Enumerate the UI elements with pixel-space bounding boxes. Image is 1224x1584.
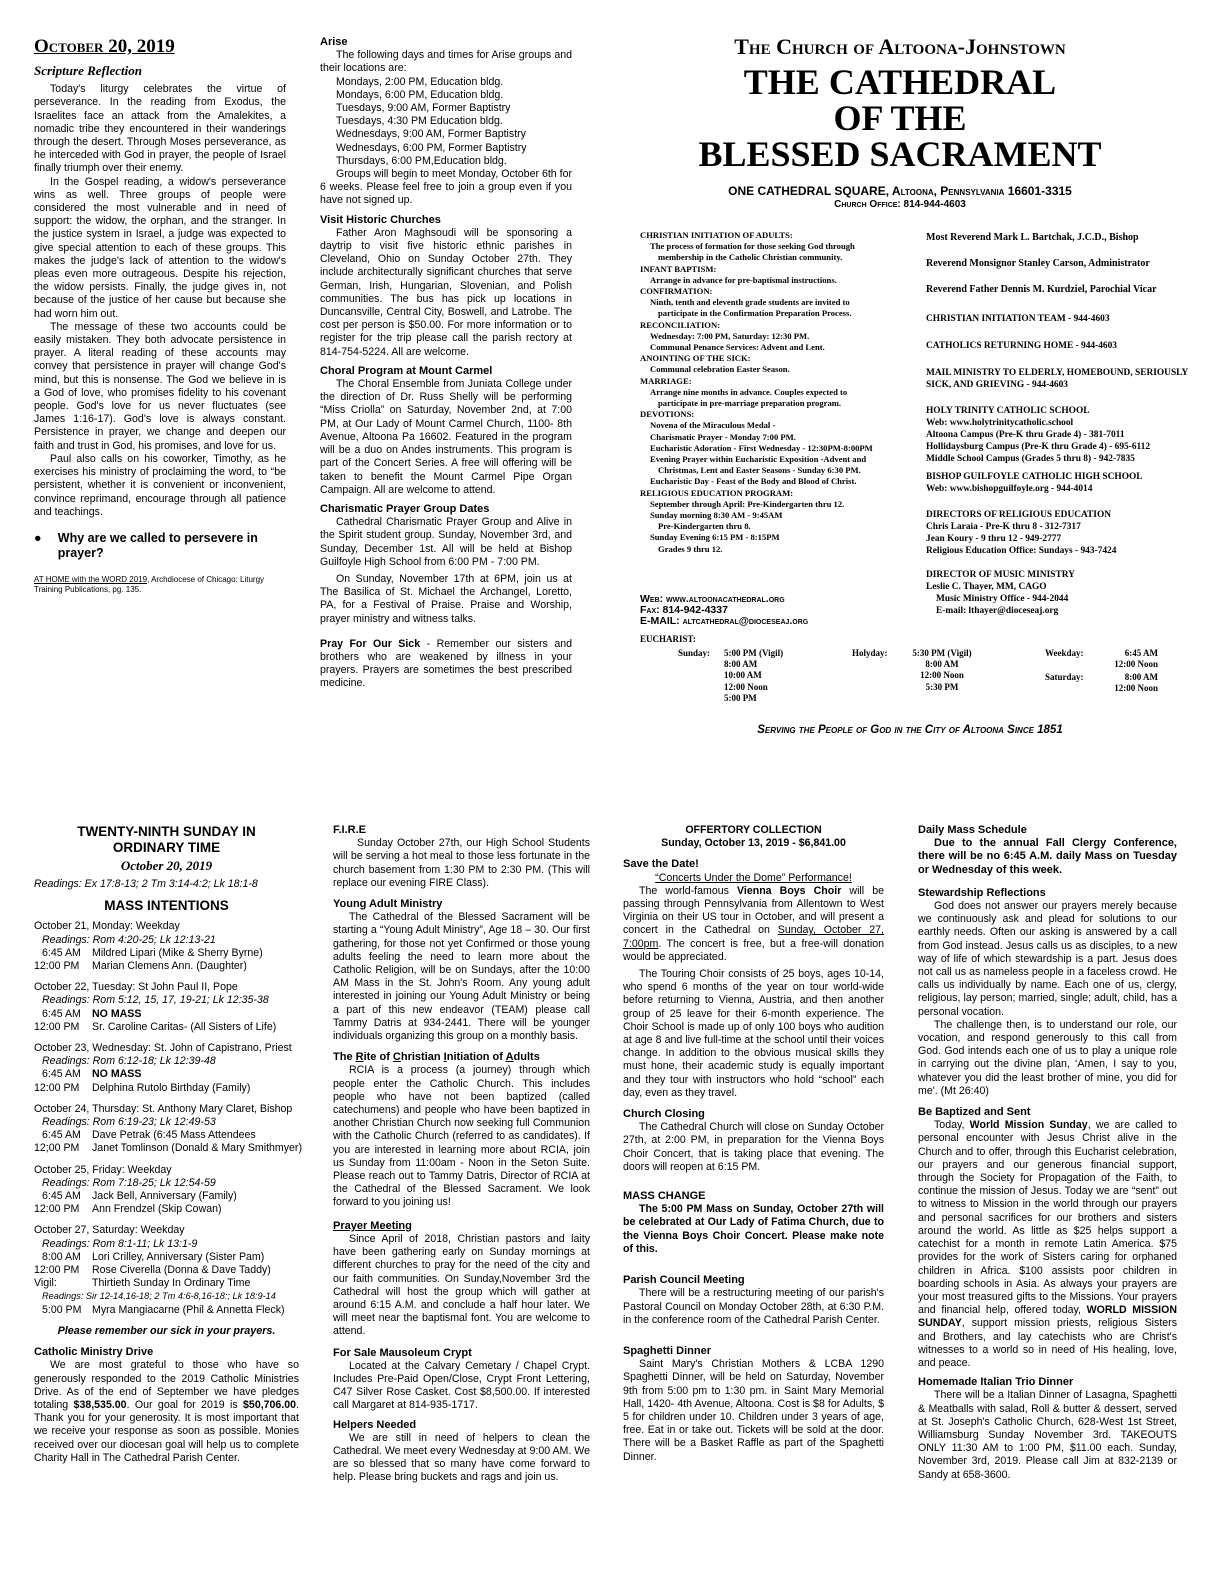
mass-day (34, 1224, 299, 1290)
arise-item: Thursdays, 6:00 PM,Education bldg. (336, 154, 507, 167)
mass-time: 8:00 AM (1124, 672, 1158, 682)
mass-intentions-column (34, 824, 302, 1465)
arise-item: Tuesdays, 9:00 AM, Former Baptistry (336, 102, 511, 115)
directory-line: Chris Laraia - Pre-K thru 8 - 312-7317 (926, 522, 1081, 532)
baptized-sent-title: Be Baptized and Sent (918, 1106, 1031, 1119)
announcements-column-top (320, 36, 572, 691)
service-line: CONFIRMATION: (640, 286, 713, 297)
spaghetti-title: Spaghetti Dinner (623, 1344, 712, 1357)
vigil-intention: 5:00 PM Myra Mangiacarne (Phil & Annetta Fleck) (42, 1303, 285, 1316)
source-citation: AT HOME with the WORD 2019, Archdiocese of Chicago: Liturgy Training Publications, pg. 135. (34, 574, 265, 594)
mass-time: Vigil: (34, 1277, 57, 1290)
rcia-text: RCIA is a process (a journey) through which people enter the Catholic Church. This includes people who have not been baptized (called catechumens) and people who have been baptized in another Christian Church now seeking full Communion with the Catholic Church (referred to as candidates). If you are interested in learning more about RCIA, join us Sunday from 11:00am - Noon in the Seton Suite. Please reach out to Tammy Datris, Director of RCIA at the Cathedral of the Blessed Sacrament. We look forward to you joining us! (333, 1064, 590, 1209)
service-line: Communal celebration Easter Season. (650, 364, 790, 375)
arise-item: Wednesdays, 6:00 PM, Former Baptistry (336, 141, 527, 154)
service-line: participate in the Confirmation Preparation Process. (658, 308, 852, 319)
scripture-paragraph: Paul also calls on his coworker, Timothy, as he exercises his ministry of proclaiming the word, to “be persistent, whether it is convenient or inconvenient, convince reprimand, encourage through all patience and teachings. (34, 452, 286, 518)
service-line: Sunday Evening 6:15 PM - 8:15PM (650, 532, 780, 543)
scripture-paragraph: In the Gospel reading, a widow's perseverance wins as well. Three groups of people were considered the most vulnerable and in need of support: the widow, the orphan, and the stranger. In the justice system in Israel, a judge was expected to give special attention to each of these groups. This makes the judge's lack of attention to the widow's pleas even more outrageous. Despite his rejection, the widow persists. Finally, the judge gives in, not because of the justice of her cause but because she had worn him out. (34, 175, 286, 320)
table-row (34, 960, 299, 973)
mass-time: 6:45 AM (42, 1129, 81, 1142)
email-link[interactable]: E-MAIL: altcathedral@dioceseaj.org (640, 615, 809, 627)
charismatic-title: Charismatic Prayer Group Dates (320, 502, 490, 515)
table-row (34, 1190, 299, 1203)
crypt-text: Located at the Calvary Cemetary / Chapel Crypt. Includes Pre-Paid Open/Close, Crypt Front Lettering, C47 Silver Rose Casket. Cost $8,500.00. If interested call Margaret at 814-935-1717. (333, 1359, 590, 1412)
directory-line: Leslie C. Thayer, MM, CAGO (926, 582, 1047, 592)
italian-dinner-text: There will be a Italian Dinner of Lasagna, Spaghetti & Meatballs with salad, Roll & butter & dessert, served at St. Joseph's Catholic Church, 628-West 1st Street, Williamsburg Sunday November 3rd. TAKEOUTS ONLY 11:30 AM to 1:00 PM, $11.00 each. Sunday, November 3rd, 2019. Please call Jim at 832-2139 or Sandy at 658-3600. (918, 1389, 1177, 1481)
arise-item: Mondays, 6:00 PM, Education bldg. (336, 88, 504, 101)
charismatic-text-1: Cathedral Charismatic Prayer Group and Alive in the Spirit student group. Sunday, November 3rd, and Sunday, December 1st. All will be held at Bishop Guilfoyle High School from 6:00 PM - 7:00 PM. (320, 516, 572, 568)
service-line: Eucharistic Day - Feast of the Body and Blood of Christ. (650, 476, 857, 487)
service-line: Eucharistic Adoration - First Wednesday - 12:30PM-8:00PM (650, 442, 873, 453)
helpers-text: We are still in need of helpers to clean the Cathedral. We meet every Wednesday at 9:00 AM. We are so blessed that so many have come forward to help. Please bring buckets and rags and join us. (333, 1431, 590, 1484)
baptized-sent-text: Today, World Mission Sunday, we are called to personal encounter with Jesus Christ alive in the Church and to offer, through this Eucharist celebration, our prayers and our generous financial support, through the Society for Propagation of the Faith, to continue the mission of Jesus. Today we are “sent” out to witness to Mission in the world through our prayers and personal sacrifices for our brothers and sisters around the world. As little as $25 helps support a catechist for a month in remote Latin America. $75 provides for the work of Sisters caring for orphaned children in Africa. $100 assists poor children in boarding schools in Asia. As always your prayers are your most treasured gifts to the Missions. Your prayers and financial help, offered today, WORLD MISSION SUNDAY, support mission priests, religious Sisters and Brothers, and lay catechists who are Christ's witnesses to a world so in need of His healing, love, and peace. (918, 1119, 1177, 1369)
mass-time: 8:00 AM (925, 659, 959, 670)
announcements-column-3 (623, 824, 884, 1464)
mass-time: 12:00 PM (34, 1020, 80, 1033)
mass-day (34, 1042, 299, 1095)
service-line: MARRIAGE: (640, 375, 692, 386)
choral-text: The Choral Ensemble from Juniata College under the direction of Dr. Russ Shelly will be performing “Miss Criolla” on Saturday, November 2nd, at 7:00 PM, at Our Lady of Mount Carmel Church, 1100- 8th Avenue, Altoona Pa 16602. Featured in the program will be a duo on Andes instruments. This program is part of the Concert Series. A free will offering will be taken to benefit the Mount Carmel Pipe Organ Campaign. All are welcome to attend. (320, 378, 572, 496)
table-row (34, 1008, 299, 1021)
church-closing-text: The Cathedral Church will close on Sunday October 27th, at 2:00 PM, in preparation for the Vienna Boys Choir Concert, that is taking place that evening. The doors will reopen at 6:15 PM. (623, 1121, 884, 1173)
service-line: RECONCILIATION: (640, 319, 721, 330)
mass-intention: Delphina Rutolo Birthday (Family) (92, 1081, 251, 1094)
scripture-paragraph: The message of these two accounts could be easily mistaken. They both advocate persistence in prayer. A literal reading of these accounts may convey that persistence in prayer will change God's mind, but this is nonsense. The God we believe in is a God of love, who promises fidelity to his covenant people. God's love for us never fluctuates (see James 1:16-17). God's love is always constant. Persistence in prayer, we change and deepen our faith and trust in God, his promises, and love for us. (34, 320, 286, 452)
sunday-readings: Readings: Ex 17:8-13; 2 Tm 3:14-4:2; Lk 18:1-8 (34, 878, 258, 890)
mass-time: 5:00 PM (Vigil) (724, 648, 784, 658)
historic-title: Visit Historic Churches (320, 213, 441, 226)
table-row (34, 1277, 299, 1290)
mass-day-title: October 24, Thursday: St. Anthony Mary Claret, Bishop (34, 1102, 293, 1115)
mass-intention: Jack Bell, Anniversary (Family) (92, 1190, 237, 1203)
arise-title: Arise (320, 36, 348, 48)
young-adult-text: The Cathedral of the Blessed Sacrament will be starting a “Young Adult Ministry”, Age 18 – 30. Our first gathering, for those not yet Confirmed or those young adults feeling the need to learn more about the Catholic Religion, will be on Sundays, after the 10:00 AM Mass in the St. John's Room. Any young adult interested in joining our Young Adult Ministry or being a part of this new endeavor (TEAM) please call Tammy Datris at 934-2441. There will be younger individuals organizing this group on a monthly basis. (333, 911, 590, 1043)
directory-line: Hollidaysburg Campus (Pre-K thru Grade 4) - 695-6112 (926, 442, 1151, 452)
reflection-question: ● Why are we called to persevere in prayer? (34, 530, 258, 560)
arise-intro: The following days and times for Arise groups and their locations are: (320, 49, 572, 75)
offertory-title: OFFERTORY COLLECTION (685, 824, 822, 836)
mass-time: 12:00 Noon (1114, 659, 1158, 670)
arise-item: Mondays, 2:00 PM, Education bldg. (336, 75, 504, 88)
drive-title: Catholic Ministry Drive (34, 1346, 154, 1359)
mass-intention: Ann Frendzel (Skip Cowan) (92, 1203, 222, 1216)
mass-day-title: October 25, Friday: Weekday (34, 1163, 172, 1176)
pray-for-sick: Pray For Our Sick - Remember our sisters and brothers who are weakened by illness in your prayers. Prayers are sometimes the best prescribed medicine. (320, 637, 572, 690)
choral-title: Choral Program at Mount Carmel (320, 364, 493, 377)
source-link[interactable]: AT HOME with the WORD 2019 (34, 574, 148, 584)
arise-outro: Groups will begin to meet Monday, October 6th for 6 weeks. Please feel free to join a group even if you have not signed up. (320, 168, 572, 207)
helpers-title: Helpers Needed (333, 1418, 417, 1431)
service-line: Ninth, tenth and eleventh grade students are invited to (650, 297, 850, 308)
mass-day-title: October 27, Saturday: Weekday (34, 1224, 185, 1237)
service-line: CHRISTIAN INITIATION OF ADULTS: (640, 230, 793, 240)
arise-item: Tuesdays, 4:30 PM Education bldg. (336, 115, 503, 128)
mass-day (34, 981, 299, 1034)
sunday-times (724, 648, 783, 704)
mass-day-readings: Readings: Rom 5:12, 15, 17, 19-21; Lk 12:35-38 (42, 994, 269, 1007)
saturday-times (1098, 672, 1158, 694)
charismatic-text-2: On Sunday, November 17th at 6PM, join us at The Basilica of St. Michael the Archangel, Loretto, PA, for a Festival of Praise. Praise and Worship, prayer ministry and witness talks. (320, 572, 572, 625)
save-date-text-1: The world-famous Vienna Boys Choir will be passing through Pennsylvania from Allentown to West Virginia on their US tour in October, and will present a concert in the Cathedral on Sunday, October 27, 7:00pm. The concert is free, but a free-will donation would be appreciated. (623, 884, 885, 963)
announcements-column-2 (333, 824, 590, 1485)
mass-day (34, 920, 299, 973)
tagline: Serving the People of God in the City of Altoona Since 1851 (757, 724, 1063, 736)
mass-intention: Sr. Caroline Caritas- (All Sisters of Life) (92, 1020, 277, 1033)
service-line: Sunday morning 8:30 AM - 9:45AM (650, 510, 783, 521)
parish-council-title: Parish Council Meeting (623, 1274, 745, 1287)
mass-time: 12:00 PM (34, 960, 80, 973)
school-lines (926, 417, 1190, 465)
mass-intention: Rose Civerella (Donna & Dave Taddy) (92, 1264, 271, 1277)
arise-item: Wednesdays, 9:00 AM, Former Baptistry (336, 128, 526, 141)
mass-day (34, 1102, 302, 1156)
offertory-amount: Sunday, October 13, 2019 - $6,841.00 (661, 837, 846, 850)
service-line: The process of formation for those seeking God through (650, 241, 855, 252)
mass-intention: Thirtieth Sunday In Ordinary Time (92, 1277, 251, 1290)
music-lines (926, 581, 1190, 617)
church-name: The Church of Altoona-Johnstown (734, 34, 1066, 59)
mass-day-title: October 23, Wednesday: St. John of Capistrano, Priest (34, 1042, 292, 1055)
mass-time: 6:45 AM (42, 1068, 81, 1081)
arise-list (320, 76, 572, 168)
mass-time: 5:30 PM (925, 681, 959, 692)
service-line: September through April: Pre-Kindergarten thru 12. (650, 498, 845, 509)
stewardship-title: Stewardship Reflections (918, 886, 1046, 899)
spaghetti-text: Saint Mary's Christian Mothers & LCBA 1290 Spaghetti Dinner, will be held on Saturday, November 9th from 5:00 pm to 1:30 pm. in Saint Mary Memorial Hall, 1420- 4th Avenue, Altoona. Cost is $8 for Adults, $ 5 for children under 10. Children under 3 years of age, free. Eat in or take out. Tickets will be sold at the door. There will be a Basket Raffle as part of the Spaghetti Dinner. (623, 1358, 884, 1463)
staff-directory: Most Reverend Mark L. Bartchak, J.C.D., Bishop Reverend Monsignor Stanley Carson, Administrator Reverend Father Dennis M. Kurdziel, Parochial Vicar CHRISTIAN INITIATION TEAM - 944-4603 CATHOLICS RETURNING HOME - 944-4603 MAIL MINISTRY TO ELDERLY, HOMEBOUND, SERIOUSLY SICK, AND GRIEVING - 944-4603 HOLY TRINITY CATHOLIC SCHOOL Web: www.holytrinitycatholic.school Altoona Campus (Pre-K thru Grade 4) - 381-7011 Hollidaysburg Campus (Pre-K thru Grade 4) - 695-6112 Middle School Campus (Grades 5 thru 8) - 942-7835 BISHOP GUILFOYLE CATHOLIC HIGH SCHOOL Web: www.bishopguilfoyle.org - 944-4014 DIRECTORS OF RELIGIOUS EDUCATION Chris Laraia - Pre-K thru 8 - 312-7317 Jean Koury - 9 thru 12 - 949-2777 Religious Education Office: Sundays - 943-7424 DIRECTOR OF MUSIC MINISTRY Leslie C. Thayer, MM, CAGO Music Ministry Office - 944-2044 E-mail: lthayer@dioceseaj.org (926, 232, 1190, 617)
mass-day-readings: Readings: Rom 8:1-11; Lk 13:1-9 (42, 1237, 198, 1250)
mass-time: 12:00 Noon (920, 670, 964, 681)
service-line: membership in the Catholic Christian community. (658, 252, 843, 263)
mass-time: 10:00 AM (724, 670, 762, 681)
stewardship-text-1: God does not answer our prayers merely because we continuously ask and plead for solutions to our earthly needs. Often our asking is answered by a call from God instead. Jesus calls us as disciples, to a new way of life of which stewardship is a part. Jesus does not call us as nameless people in a faceless crowd. He calls us individually by name. Each one of us, clergy, religious, lay person; married, single; adult, child, has a personal vocation. (918, 900, 1177, 1018)
church-address: ONE CATHEDRAL SQUARE, Altoona, Pennsylvania 16601-3315 (728, 184, 1072, 198)
directory-line: Music Ministry Office - 944-2044 (936, 594, 1069, 604)
mass-intentions-list (34, 920, 302, 1290)
bullet-icon: ● (34, 530, 42, 545)
table-row (34, 947, 299, 960)
mass-time: 8:00 AM (42, 1250, 81, 1263)
rcia-title: The Rite of Christian Initiation of Adults (333, 1051, 540, 1064)
service-line: Grades 9 thru 12. (658, 543, 723, 554)
scripture-text (34, 83, 286, 519)
mass-intention: Lori Crilley, Anniversary (Sister Pam) (92, 1250, 265, 1263)
bulletin-date: October 20, 2019 (34, 36, 175, 57)
directory-line: Religious Education Office: Sundays - 943-7424 (926, 546, 1117, 556)
service-line: Pre-Kindergarten thru 8. (658, 521, 751, 532)
mass-time: 12:00 PM (34, 1264, 80, 1277)
service-line: participate in pre-marriage preparation program. (658, 398, 842, 409)
save-date-title: Save the Date! (623, 858, 699, 871)
service-line: Wednesday: 7:00 PM, Saturday: 12:30 PM. (650, 330, 810, 341)
service-line: INFANT BAPTISM: (640, 263, 717, 274)
services-list (640, 230, 910, 555)
bishop-guilfoyle-web[interactable]: Web: www.bishopguilfoyle.org - 944-4014 (926, 484, 1093, 494)
service-line: Novena of the Miraculous Medal - (650, 420, 776, 431)
mass-time: 6:45 AM (1124, 648, 1158, 658)
historic-text: Father Aron Maghsoudi will be sponsoring a daytrip to visit five historic ethnic parishes in Cleveland, Ohio on Sunday October 27th. They include architecturally significant churches that serve German, Irish, Hungarian, Slovenian, and Polish communities. The bus has pick up locations in Duncansville, Central City, Boswell, and Latrobe. The cost per person is $50.00. For more information or to register for the trip please call the parish rectory at 814-754-5224. All are welcome. (320, 226, 572, 358)
mass-time: 12:00 Noon (1114, 683, 1158, 694)
save-date-text-2: The Touring Choir consists of 25 boys, ages 10-14, who spend 6 months of the year on tour world-wide before returning to Vienna, Austria, and then another group of 25 leave for their 6-month experience. The Choir School is made up of only 100 boys who audition at age 8 and live full-time at the school until their voices change. In addition to the obvious musical skills they must hone, their academic study is equally important and they tour with instructors who hold “school” each day, even as they travel. (623, 968, 884, 1099)
mass-day (34, 1164, 299, 1217)
cathedral-title: THE CATHEDRAL OF THE BLESSED SACRAMENT (698, 62, 1102, 174)
church-closing-title: Church Closing (623, 1108, 705, 1121)
mass-day-title: October 21, Monday: Weekday (34, 920, 180, 933)
dre-lines (926, 521, 1190, 557)
drive-text: We are most grateful to those who have so generously responded to the 2019 Catholic Ministries Drive. As of the end of September we have pledges totaling $38,535.00. Our goal for 2019 is $50,706.00. Thank you for your generosity. It is most important that we receive your response as soon as possible. Monies received over our diocesan goal will help us to complete Charity Hall in The Cathedral Parish Center. (34, 1359, 300, 1464)
table-row (34, 1129, 299, 1142)
directory-line: Middle School Campus (Grades 5 thru 8) - 942-7835 (926, 454, 1135, 464)
daily-mass-title: Daily Mass Schedule (918, 824, 1027, 836)
service-line: Arrange in advance for pre-baptismal instructions. (650, 274, 837, 285)
mass-intention: Janet Tomlinson (Donald & Mary Smithmyer) (92, 1142, 302, 1155)
mass-change-text: The 5:00 PM Mass on Sunday, October 27th will be celebrated at Our Lady of Fatima Church, due to the Vienna Boys Choir Concert. Please make note of this. (623, 1203, 884, 1255)
scripture-heading: Scripture Reflection (34, 63, 142, 78)
announcements-column-4 (918, 824, 1177, 1482)
service-line: DEVOTIONS: (640, 409, 695, 420)
fire-text: Sunday October 27th, our High School Students will be serving a hot meal to those less fortunate in the church basement from 1:30 PM to 2:30 PM. (This will replace our evening FIRE Class). (333, 837, 590, 889)
directory-line: E-mail: lthayer@dioceseaj.org (936, 606, 1059, 616)
mass-day-readings: Readings: Rom 6:12-18; Lk 12:39-48 (42, 1055, 216, 1068)
sunday-date: October 20, 2019 (120, 858, 213, 873)
prayer-meeting-title: Prayer Meeting (333, 1219, 412, 1232)
contact-block (640, 594, 808, 627)
mass-day-readings: Readings: Rom 6:19-23; Lk 12:49-53 (42, 1116, 216, 1129)
stewardship-text-2: The challenge then, is to understand our role, our vocation, and respond generously to this call from God. God intends each one of us to play a unique role in carrying out the divine plan, ‘Amen, I say to you, whatever you did the least brother of mine, you did for me'. (Mt 26:40) (918, 1018, 1177, 1097)
vigil-readings: Readings: Sir 12-14,16-18; 2 Tm 4:6-8,16-18:; Lk 18:9-14 (42, 1291, 276, 1302)
table-row (34, 1082, 299, 1095)
crypt-title: For Sale Mausoleum Crypt (333, 1346, 472, 1359)
fax-number: Fax: 814-942-4337 (640, 604, 728, 616)
fire-title: F.I.R.E (333, 824, 367, 836)
sunday-title: TWENTY-NINTH SUNDAY IN ORDINARY TIME (77, 824, 256, 855)
mass-time: 12:00 PM (34, 1203, 80, 1216)
scripture-column (34, 36, 286, 595)
mass-change-title: MASS CHANGE (623, 1190, 706, 1203)
mass-time: 5:30 PM (Vigil) (912, 648, 972, 658)
directory-line: Altoona Campus (Pre-K thru Grade 4) - 381-7011 (926, 430, 1125, 440)
table-row (34, 1203, 299, 1216)
mass-intention: Dave Petrak (6:45 Mass Attendees (92, 1129, 256, 1142)
eucharist-schedule: EUCHARIST: Sunday: 5:00 PM (Vigil) 8:00 AM 10:00 AM 12:00 Noon 5:00 PM Holyday: 5:30 PM (Vigil) 8:00 AM 12:00 Noon 5:30 PM Weekday: 6:45 AM 12:00 Noon Saturday: 8:00 AM 12:00 Noon (640, 634, 1158, 703)
mass-time: 5:00 PM (724, 692, 757, 703)
mass-time: 12:00 Noon (724, 681, 768, 692)
directory-line: Jean Koury - 9 thru 12 - 949-2777 (926, 534, 1062, 544)
sick-note: Please remember our sick in your prayers. (57, 1324, 276, 1337)
service-line: Charismatic Prayer - Monday 7:00 PM. (650, 431, 796, 442)
mass-time: 12:00 PM (34, 1081, 80, 1094)
italian-dinner-title: Homemade Italian Trio Dinner (918, 1376, 1074, 1389)
masthead (610, 34, 1190, 210)
service-line: Christmas, Lent and Easter Seasons - Sunday 6:30 PM. (658, 465, 861, 476)
service-line: RELIGIOUS EDUCATION PROGRAM: (640, 487, 794, 498)
young-adult-title: Young Adult Ministry (333, 898, 443, 911)
mass-time: 12;00 PM (34, 1142, 80, 1155)
mass-day-title: October 22, Tuesday: St John Paul II, Pope (34, 981, 238, 994)
service-line: Arrange nine months in advance. Couples expected to (650, 386, 848, 397)
mass-intention: Marian Clemens Ann. (Daughter) (92, 960, 247, 973)
mass-time: 6:45 AM (42, 1007, 81, 1020)
church-office-phone: Church Office: 814-944-4603 (834, 199, 966, 210)
mass-day-readings: Readings: Rom 4:20-25; Lk 12:13-21 (42, 933, 216, 946)
save-date-subtitle: “Concerts Under the Dome” Performance! (655, 871, 852, 884)
table-row (34, 1068, 299, 1081)
scripture-paragraph: Today's liturgy celebrates the virtue of perseverance. In the reading from Exodus, the Israelites face an attack from the Amalekites, a nomadic tribe they encountered in their wanderings through the desert. Through Moses perseverance, as he interceded with God in prayer, the people of Israel finally triumph over their enemy. (34, 83, 286, 175)
table-row (34, 1251, 299, 1264)
prayer-meeting-text: Since April of 2018, Christian pastors and laity have been gathering early on Sunday mornings at different churches to pray for the need of the city and our faith communities. On Sunday,November 3rd the Cathedral will host the group which will gather at around 6:15 A.M. and conclude a half hour later. We will meet near the baptismal font. You are welcome to attend. (333, 1232, 590, 1338)
service-line: Communal Penance Services: Advent and Lent. (650, 342, 825, 353)
parish-council-text: There will be a restructuring meeting of our parish's Pastoral Council on Monday October 28th, at 6:30 P.M. in the conference room of the Cathedral Parish Center. (623, 1287, 884, 1326)
mass-intentions-title: MASS INTENTIONS (104, 898, 229, 914)
mass-intention: Mildred Lipari (Mike & Sherry Byrne) (92, 946, 263, 959)
mass-intention: NO MASS (92, 1068, 142, 1081)
table-row (34, 1021, 299, 1034)
holyday-times (902, 648, 982, 693)
mass-time: 6:45 AM (42, 946, 81, 959)
mass-time: 6:45 AM (42, 1190, 81, 1203)
table-row (34, 1264, 299, 1277)
directory-line: Web: www.holytrinitycatholic.school (926, 418, 1074, 428)
service-line: ANOINTING OF THE SICK: (640, 353, 751, 364)
mass-day-readings: Readings: Rom 7:18-25; Lk 12:54-59 (42, 1176, 216, 1189)
weekday-times (1098, 648, 1158, 670)
service-line: Evening Prayer within Eucharistic Exposition -Advent and (650, 454, 867, 465)
website-link[interactable]: Web: www.altoonacathedral.org (640, 593, 785, 605)
mass-intention: NO MASS (92, 1007, 142, 1020)
table-row (34, 1142, 302, 1155)
mass-time: 8:00 AM (724, 659, 758, 670)
daily-mass-text: Due to the annual Fall Clergy Conference, there will be no 6:45 A.M. daily Mass on Tuesday or Wednesday of this week. (918, 837, 1177, 876)
